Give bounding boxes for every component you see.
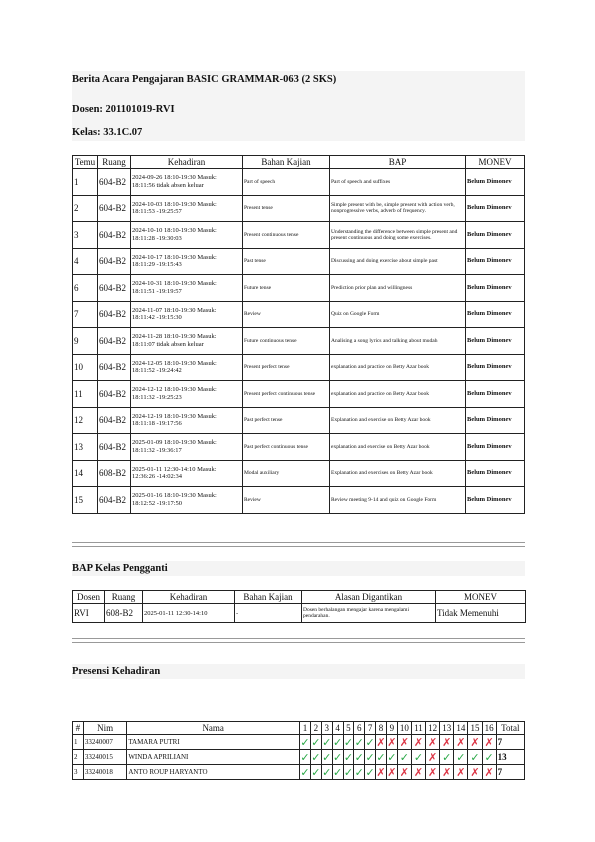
- check-icon: ✓: [354, 765, 364, 779]
- cross-icon: ✗: [397, 735, 411, 750]
- bap-kehadiran: 2024-11-28 18:10-19:30 Masuk: 18:11:07 tidak absen keluar: [131, 328, 243, 355]
- bap-bahan-kajian: Past tense: [243, 248, 330, 275]
- bap-kehadiran: 2025-01-16 18:10-19:30 Masuk: 18:12:52 -19:17:50: [131, 487, 243, 514]
- col-kehadiran: Kehadiran: [131, 156, 243, 169]
- cross-icon: ✗: [454, 735, 468, 750]
- cross-icon: ✗: [440, 735, 454, 750]
- student-no: 1: [73, 735, 84, 750]
- student-row: [73, 735, 525, 750]
- col-meeting: 12: [426, 722, 440, 735]
- check-icon: ✓: [332, 765, 343, 779]
- bap-kehadiran: 2024-10-31 18:10-19:30 Masuk: 18:11:51 -19:19:57: [131, 275, 243, 302]
- cross-icon: ✗: [426, 735, 440, 750]
- bap-bahan-kajian: Present tense: [243, 195, 330, 222]
- cross-icon: ✗: [482, 735, 496, 750]
- student-nim: 33240015: [83, 750, 126, 765]
- col-meeting: 11: [411, 722, 425, 735]
- bap-description: explanation and practice on Betty Azar book: [330, 381, 466, 408]
- col-meeting: 15: [468, 722, 482, 735]
- bap-row: [73, 195, 525, 222]
- check-icon: ✓: [343, 750, 354, 764]
- bap-temu: 2: [73, 195, 98, 222]
- bap-description: Review meeting 9-14 and quiz on Google Form: [330, 487, 466, 514]
- bap-ruang: 604-B2: [98, 248, 131, 275]
- col-kehadiran: Kehadiran: [143, 591, 235, 604]
- cross-icon: ✗: [411, 735, 425, 750]
- bap-bahan-kajian: Past perfect tense: [243, 407, 330, 434]
- check-icon: ✓: [300, 750, 310, 764]
- cross-icon: ✗: [440, 765, 454, 780]
- bap-monev: Belum Dimonev: [466, 460, 525, 487]
- student-name: WINDA APRILIANI: [127, 750, 300, 765]
- pengganti-row: [73, 604, 526, 623]
- bap-ruang: 608-B2: [98, 460, 131, 487]
- bap-row: [73, 354, 525, 381]
- bap-monev: Belum Dimonev: [466, 354, 525, 381]
- bap-monev: Belum Dimonev: [466, 407, 525, 434]
- student-row: [73, 750, 525, 765]
- check-icon: ✓: [300, 765, 310, 779]
- cross-icon: ✗: [411, 765, 425, 780]
- check-icon: ✓: [482, 750, 496, 765]
- cross-icon: ✗: [397, 765, 411, 780]
- bap-temu: 3: [73, 222, 98, 249]
- student-total: 13: [496, 750, 524, 765]
- check-icon: ✓: [322, 750, 332, 764]
- bap-monev: Belum Dimonev: [466, 434, 525, 461]
- bap-temu: 12: [73, 407, 98, 434]
- bap-temu: 4: [73, 248, 98, 275]
- col-meeting: 14: [454, 722, 468, 735]
- bap-kehadiran: 2024-09-26 18:10-19:30 Masuk: 18:11:56 tidak absen keluar: [131, 169, 243, 196]
- bap-monev: Belum Dimonev: [466, 195, 525, 222]
- col-meeting: 16: [482, 722, 496, 735]
- bap-monev: Belum Dimonev: [466, 248, 525, 275]
- col-nama: Nama: [127, 722, 300, 735]
- check-icon: ✓: [311, 735, 321, 749]
- cross-icon: ✗: [454, 765, 468, 780]
- bap-monev: Belum Dimonev: [466, 381, 525, 408]
- col-bap: BAP: [330, 156, 466, 169]
- check-icon: ✓: [332, 735, 343, 749]
- bap-temu: 11: [73, 381, 98, 408]
- check-icon: ✓: [322, 735, 332, 749]
- divider-1: [72, 542, 525, 547]
- bap-description: Simple present with be, simple present with action verb, nonprogressive verbs, adverb of frequency.: [330, 195, 466, 222]
- col-nim: Nim: [83, 722, 126, 735]
- check-icon: ✓: [332, 750, 343, 764]
- bap-description: Explanation and exercise on Betty Azar book: [330, 407, 466, 434]
- bap-row: [73, 487, 525, 514]
- col-ruang: Ruang: [105, 591, 143, 604]
- col-ruang: Ruang: [98, 156, 131, 169]
- check-icon: ✓: [365, 735, 375, 749]
- student-total: 7: [496, 735, 524, 750]
- bap-row: [73, 169, 525, 196]
- col-total: Total: [496, 722, 524, 735]
- col-meeting: 2: [310, 722, 321, 735]
- bap-temu: 14: [73, 460, 98, 487]
- col-meeting: 7: [365, 722, 376, 735]
- cross-icon: ✗: [482, 765, 496, 780]
- pengganti-bahan: -: [235, 604, 302, 623]
- bap-description: Analising a song lyrics and talking about mudah: [330, 328, 466, 355]
- cross-icon: ✗: [387, 765, 397, 779]
- bap-description: Understanding the difference between simple present and present continuous and doing some exercises.: [330, 222, 466, 249]
- bap-bahan-kajian: Part of speech: [243, 169, 330, 196]
- col-meeting: 13: [440, 722, 454, 735]
- pengganti-alasan: Dosen berhalangan mengajar karena mengalami pendarahan.: [302, 604, 436, 623]
- bap-ruang: 604-B2: [98, 222, 131, 249]
- cross-icon: ✗: [376, 765, 386, 779]
- check-icon: ✓: [322, 765, 332, 779]
- pengganti-kehadiran: 2025-01-11 12:30-14:10: [143, 604, 235, 623]
- presensi-table: [72, 721, 525, 780]
- bap-description: Part of speech and suffixes: [330, 169, 466, 196]
- bap-monev: Belum Dimonev: [466, 275, 525, 302]
- presensi-title: Presensi Kehadiran: [72, 664, 525, 679]
- bap-table: [72, 155, 525, 514]
- check-icon: ✓: [387, 750, 397, 764]
- check-icon: ✓: [376, 750, 386, 764]
- bap-row: [73, 460, 525, 487]
- check-icon: ✓: [454, 750, 468, 765]
- bap-bahan-kajian: Future tense: [243, 275, 330, 302]
- report-title: Berita Acara Pengajaran BASIC GRAMMAR-063 (2 SKS): [72, 74, 337, 85]
- bap-bahan-kajian: Present perfect tense: [243, 354, 330, 381]
- student-total: 7: [496, 765, 524, 780]
- bap-row: [73, 222, 525, 249]
- col-meeting: 9: [386, 722, 397, 735]
- col-dosen: Dosen: [73, 591, 105, 604]
- cross-icon: ✗: [376, 735, 386, 749]
- pengganti-table-header: [73, 591, 526, 604]
- col-meeting: 10: [397, 722, 411, 735]
- col-meeting: 5: [343, 722, 354, 735]
- bap-kehadiran: 2024-10-10 18:10-19:30 Masuk: 18:11:28 -19:30:03: [131, 222, 243, 249]
- bap-ruang: 604-B2: [98, 487, 131, 514]
- student-name: ANTO ROUP HARYANTO: [127, 765, 300, 780]
- bap-monev: Belum Dimonev: [466, 169, 525, 196]
- bap-kehadiran: 2024-10-17 18:10-19:30 Masuk: 18:11:29 -19:15:43: [131, 248, 243, 275]
- cross-icon: ✗: [387, 735, 397, 749]
- divider-2: [72, 638, 525, 643]
- check-icon: ✓: [365, 765, 375, 779]
- bap-description: explanation and exercise on Betty Azar book: [330, 434, 466, 461]
- col-monev: MONEV: [436, 591, 526, 604]
- pengganti-table: [72, 590, 526, 623]
- bap-kehadiran: 2024-12-19 18:10-19:30 Masuk: 18:11:18 -19:17:56: [131, 407, 243, 434]
- pengganti-title: BAP Kelas Pengganti: [72, 561, 525, 576]
- bap-monev: Belum Dimonev: [466, 222, 525, 249]
- bap-ruang: 604-B2: [98, 381, 131, 408]
- bap-row: [73, 381, 525, 408]
- col-temu: Temu: [73, 156, 98, 169]
- bap-kehadiran: 2024-12-05 18:10-19:30 Masuk: 18:11:52 -19:24:42: [131, 354, 243, 381]
- bap-ruang: 604-B2: [98, 434, 131, 461]
- bap-monev: Belum Dimonev: [466, 487, 525, 514]
- bap-ruang: 604-B2: [98, 195, 131, 222]
- bap-ruang: 604-B2: [98, 301, 131, 328]
- col-meeting: 1: [300, 722, 311, 735]
- bap-bahan-kajian: Past perfect continuous tense: [243, 434, 330, 461]
- report-header: [72, 71, 525, 141]
- col-no: #: [73, 722, 84, 735]
- bap-row: [73, 434, 525, 461]
- check-icon: ✓: [365, 750, 375, 764]
- bap-temu: 10: [73, 354, 98, 381]
- cross-icon: ✗: [468, 735, 482, 750]
- bap-description: Quiz on Google Form: [330, 301, 466, 328]
- pengganti-dosen: RVI: [73, 604, 105, 623]
- bap-description: Explanation and exercises on Betty Azar book: [330, 460, 466, 487]
- student-row: [73, 765, 525, 780]
- bap-monev: Belum Dimonev: [466, 328, 525, 355]
- pengganti-monev: Tidak Memenuhi: [436, 604, 526, 623]
- bap-kehadiran: 2024-11-07 18:10-19:30 Masuk: 18:11:42 -19:15:30: [131, 301, 243, 328]
- bap-row: [73, 301, 525, 328]
- bap-temu: 7: [73, 301, 98, 328]
- student-nim: 33240018: [83, 765, 126, 780]
- check-icon: ✓: [354, 750, 364, 764]
- kelas-label: Kelas: 33.1C.07: [72, 127, 143, 138]
- check-icon: ✓: [354, 735, 364, 749]
- check-icon: ✓: [311, 765, 321, 779]
- check-icon: ✓: [311, 750, 321, 764]
- col-meeting: 6: [354, 722, 365, 735]
- check-icon: ✓: [397, 750, 411, 765]
- check-icon: ✓: [300, 735, 310, 749]
- bap-description: Prediction prior plan and willingness: [330, 275, 466, 302]
- bap-ruang: 604-B2: [98, 169, 131, 196]
- bap-bahan-kajian: Present perfect continuous tense: [243, 381, 330, 408]
- student-name: TAMARA PUTRI: [127, 735, 300, 750]
- check-icon: ✓: [468, 750, 482, 765]
- student-no: 2: [73, 750, 84, 765]
- bap-row: [73, 328, 525, 355]
- col-meeting: 4: [332, 722, 343, 735]
- bap-bahan-kajian: Future continuous tense: [243, 328, 330, 355]
- bap-kehadiran: 2024-12-12 18:10-19:30 Masuk: 18:11:32 -19:25:23: [131, 381, 243, 408]
- bap-description: explanation and practice on Betty Azar book: [330, 354, 466, 381]
- cross-icon: ✗: [426, 750, 440, 765]
- bap-bahan-kajian: Modal auxiliary: [243, 460, 330, 487]
- bap-ruang: 604-B2: [98, 354, 131, 381]
- bap-bahan-kajian: Present continuous tense: [243, 222, 330, 249]
- bap-kehadiran: 2024-10-03 18:10-19:30 Masuk: 18:11:53 -19:25:57: [131, 195, 243, 222]
- bap-bahan-kajian: Review: [243, 487, 330, 514]
- col-monev: MONEV: [466, 156, 525, 169]
- bap-ruang: 604-B2: [98, 328, 131, 355]
- bap-row: [73, 275, 525, 302]
- student-nim: 33240007: [83, 735, 126, 750]
- bap-temu: 15: [73, 487, 98, 514]
- col-bahan-kajian: Bahan Kajian: [235, 591, 302, 604]
- bap-bahan-kajian: Review: [243, 301, 330, 328]
- cross-icon: ✗: [426, 765, 440, 780]
- col-alasan: Alasan Digantikan: [302, 591, 436, 604]
- bap-temu: 9: [73, 328, 98, 355]
- bap-ruang: 604-B2: [98, 407, 131, 434]
- bap-kehadiran: 2025-01-11 12:30-14:10 Masuk: 12:36:26 -14:02:34: [131, 460, 243, 487]
- col-bahan-kajian: Bahan Kajian: [243, 156, 330, 169]
- bap-kehadiran: 2025-01-09 18:10-19:30 Masuk: 18:11:32 -19:36:17: [131, 434, 243, 461]
- bap-temu: 6: [73, 275, 98, 302]
- check-icon: ✓: [343, 735, 354, 749]
- check-icon: ✓: [343, 765, 354, 779]
- presensi-table-header: [73, 722, 525, 735]
- bap-table-header: [73, 156, 525, 169]
- col-meeting: 8: [376, 722, 387, 735]
- check-icon: ✓: [440, 750, 454, 765]
- check-icon: ✓: [411, 750, 425, 765]
- bap-monev: Belum Dimonev: [466, 301, 525, 328]
- student-no: 3: [73, 765, 84, 780]
- dosen-label: Dosen: 201101019-RVI: [72, 104, 175, 115]
- bap-temu: 13: [73, 434, 98, 461]
- cross-icon: ✗: [468, 765, 482, 780]
- bap-description: Discussing and doing exercise about simple past: [330, 248, 466, 275]
- bap-row: [73, 248, 525, 275]
- pengganti-ruang: 608-B2: [105, 604, 143, 623]
- bap-temu: 1: [73, 169, 98, 196]
- col-meeting: 3: [321, 722, 332, 735]
- bap-ruang: 604-B2: [98, 275, 131, 302]
- bap-row: [73, 407, 525, 434]
